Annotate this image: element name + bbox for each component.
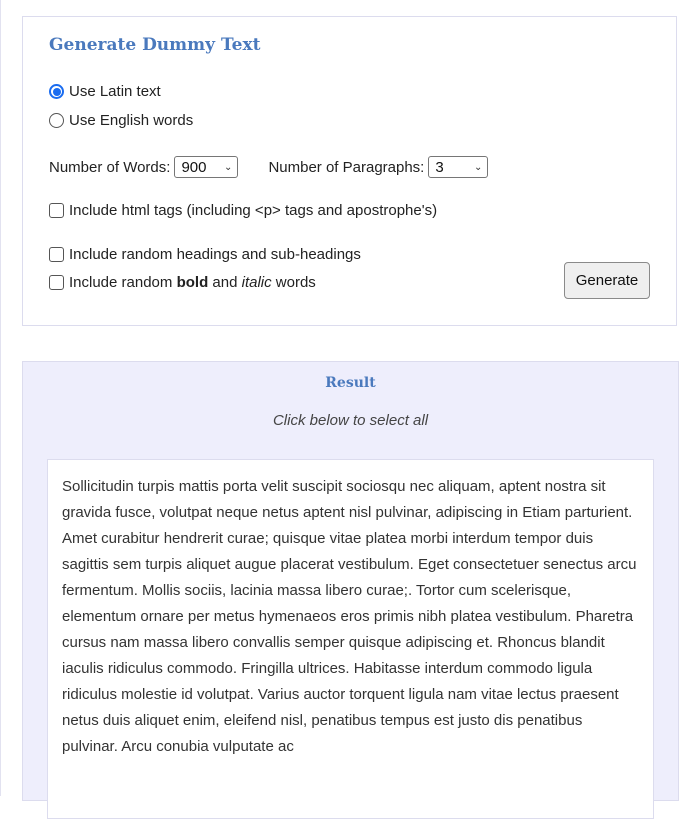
- words-value: 900: [181, 158, 207, 176]
- select-all-hint: Click below to select all: [272, 412, 429, 429]
- radio-english-control[interactable]: [49, 113, 64, 128]
- page-edge: [0, 0, 1, 796]
- count-row: [49, 156, 488, 178]
- radio-latin-label: Use Latin text: [69, 83, 161, 100]
- paragraphs-label: Number of Paragraphs:: [268, 158, 425, 176]
- result-panel: [22, 361, 679, 801]
- option-html-tags[interactable]: [49, 202, 437, 219]
- chevron-down-icon: ⌄: [473, 161, 483, 173]
- words-select[interactable]: [174, 156, 238, 178]
- bold-italic-label: Include random bold and italic words: [69, 274, 316, 291]
- chevron-down-icon: ⌄: [224, 161, 233, 173]
- radio-english[interactable]: [49, 112, 193, 129]
- paragraphs-value: 3: [435, 158, 444, 176]
- radio-latin-control[interactable]: [49, 84, 64, 99]
- bold-italic-checkbox[interactable]: [49, 275, 64, 290]
- option-headings[interactable]: [49, 246, 361, 263]
- html-tags-checkbox[interactable]: [49, 203, 64, 218]
- radio-latin[interactable]: [49, 83, 161, 100]
- headings-checkbox[interactable]: [49, 247, 64, 262]
- headings-label: Include random headings and sub-headings: [69, 246, 361, 263]
- generate-button[interactable]: Generate: [564, 262, 650, 299]
- panel-title: Generate Dummy Text: [49, 35, 261, 55]
- radio-english-label: Use English words: [69, 112, 194, 129]
- result-text-box[interactable]: Sollicitudin turpis mattis porta velit suscipit sociosqu nec aliquam, aptent nostra sit gravida fusce, volutpat neque netus aptent nisl pulvinar, adipiscing in Etiam parturient. Amet curabitur hendrerit curae; quisque vitae platea morbi interdum tempor duis sagittis sem turpis aliquet augue placerat vestibulum. Eget consectetuer senectus arcu fermentum. Mollis sociis, lacinia massa libero curae;. Tortor cum scelerisque, elementum ornare per metus hymenaeos eros primis nibh platea vestibulum. Pharetra cursus nam massa libero convallis semper quisque adipiscing et. Rhoncus blandit iaculis ridiculus commodo. Fringilla ultrices. Habitasse interdum commodo ligula ridiculus molestie id volutpat. Varius auctor torquent ligula nam vitae lectus praesent netus duis aliquet enim, eleifend nisl, penatibus tempus est justo dis penatibus pulvinar. Arcu conubia vulputate ac: [47, 459, 654, 819]
- generator-panel: [22, 16, 677, 326]
- paragraphs-select[interactable]: [428, 156, 488, 178]
- option-bold-italic[interactable]: [49, 274, 316, 291]
- result-title: Result: [325, 375, 376, 391]
- words-label: Number of Words:: [49, 158, 171, 176]
- html-tags-label: Include html tags (including <p> tags and apostrophe's): [69, 202, 438, 219]
